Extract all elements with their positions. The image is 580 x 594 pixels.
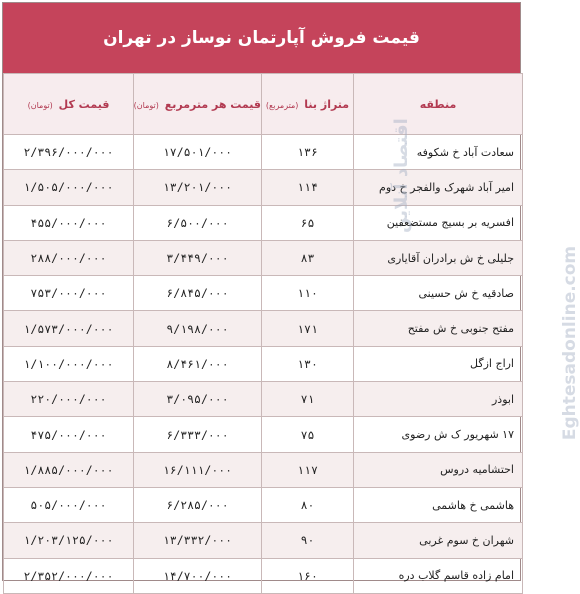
table-row xyxy=(4,417,523,452)
header-unit-price xyxy=(134,74,262,135)
cell-total-price: ۵۰۵/۰۰۰/۰۰۰ xyxy=(4,487,134,522)
cell-total-price: ۱/۵۷۳/۰۰۰/۰۰۰ xyxy=(4,311,134,346)
cell-total-price: ۲۸۸/۰۰۰/۰۰۰ xyxy=(4,240,134,275)
cell-total-price: ۱/۲۰۳/۱۲۵/۰۰۰ xyxy=(4,523,134,558)
cell-area: مفتح جنوبی خ ش مفتح xyxy=(354,311,523,346)
cell-size: ۱۳۰ xyxy=(262,346,354,381)
header-size xyxy=(262,74,354,135)
watermark-en: Eghtesadonline.com xyxy=(560,245,580,441)
table-row xyxy=(4,135,523,170)
cell-size: ۸۳ xyxy=(262,240,354,275)
cell-total-price: ۴۵۵/۰۰۰/۰۰۰ xyxy=(4,205,134,240)
table-row xyxy=(4,170,523,205)
cell-size: ۱۱۴ xyxy=(262,170,354,205)
cell-total-price: ۴۷۵/۰۰۰/۰۰۰ xyxy=(4,417,134,452)
cell-unit-price: ۳/۴۴۹/۰۰۰ xyxy=(134,240,262,275)
cell-total-price: ۱/۱۰۰/۰۰۰/۰۰۰ xyxy=(4,346,134,381)
table-row xyxy=(4,523,523,558)
table-row xyxy=(4,346,523,381)
cell-unit-price: ۱۷/۵۰۱/۰۰۰ xyxy=(134,135,262,170)
cell-total-price: ۱/۸۸۵/۰۰۰/۰۰۰ xyxy=(4,452,134,487)
cell-unit-price: ۶/۳۳۳/۰۰۰ xyxy=(134,417,262,452)
cell-size: ۱۶۰ xyxy=(262,558,354,593)
cell-size: ۸۰ xyxy=(262,487,354,522)
header-total-price xyxy=(4,74,134,135)
table-row xyxy=(4,240,523,275)
cell-area: احتشامیه دروس xyxy=(354,452,523,487)
price-table xyxy=(3,73,523,594)
cell-area: امام زاده قاسم گلاب دره xyxy=(354,558,523,593)
header-size-label: متراژ بنا xyxy=(304,97,350,111)
cell-size: ۹۰ xyxy=(262,523,354,558)
table-row xyxy=(4,276,523,311)
header-total-price-unit: (تومان) xyxy=(27,100,53,110)
cell-area: ابوذر xyxy=(354,382,523,417)
header-unit-price-label: قیمت هر مترمربع xyxy=(164,97,261,111)
cell-unit-price: ۶/۸۴۵/۰۰۰ xyxy=(134,276,262,311)
table-row xyxy=(4,452,523,487)
cell-unit-price: ۱۶/۱۱۱/۰۰۰ xyxy=(134,452,262,487)
table-title: قیمت فروش آپارتمان نوساز در تهران xyxy=(103,28,420,48)
table-row xyxy=(4,205,523,240)
cell-area: ۱۷ شهریور ک ش رضوی xyxy=(354,417,523,452)
cell-size: ۱۱۰ xyxy=(262,276,354,311)
table-body xyxy=(4,135,523,594)
cell-area: جلیلی خ ش برادران آقایاری xyxy=(354,240,523,275)
cell-unit-price: ۹/۱۹۸/۰۰۰ xyxy=(134,311,262,346)
table-row xyxy=(4,487,523,522)
cell-size: ۱۳۶ xyxy=(262,135,354,170)
cell-unit-price: ۱۳/۳۳۲/۰۰۰ xyxy=(134,523,262,558)
table-row xyxy=(4,382,523,417)
table-row xyxy=(4,311,523,346)
cell-area: صادقیه خ ش حسینی xyxy=(354,276,523,311)
header-area-label: منطقه xyxy=(419,97,457,111)
table-title-bar xyxy=(3,3,520,73)
cell-area: شهران خ سوم غربی xyxy=(354,523,523,558)
cell-total-price: ۲/۳۹۶/۰۰۰/۰۰۰ xyxy=(4,135,134,170)
watermark-fa: اقتصاد آنلاین xyxy=(391,118,412,233)
cell-unit-price: ۳/۰۹۵/۰۰۰ xyxy=(134,382,262,417)
cell-area: سعادت آباد خ شکوفه xyxy=(354,135,523,170)
table-row xyxy=(4,558,523,593)
cell-unit-price: ۱۴/۷۰۰/۰۰۰ xyxy=(134,558,262,593)
cell-unit-price: ۶/۲۸۵/۰۰۰ xyxy=(134,487,262,522)
cell-size: ۶۵ xyxy=(262,205,354,240)
cell-size: ۱۷۱ xyxy=(262,311,354,346)
header-area xyxy=(354,74,523,135)
cell-total-price: ۲۲۰/۰۰۰/۰۰۰ xyxy=(4,382,134,417)
cell-unit-price: ۶/۵۰۰/۰۰۰ xyxy=(134,205,262,240)
header-total-price-label: قیمت کل xyxy=(58,97,110,111)
cell-unit-price: ۸/۴۶۱/۰۰۰ xyxy=(134,346,262,381)
cell-total-price: ۲/۳۵۲/۰۰۰/۰۰۰ xyxy=(4,558,134,593)
cell-area: هاشمی خ هاشمی xyxy=(354,487,523,522)
header-size-unit: (مترمربع) xyxy=(265,100,299,110)
cell-total-price: ۱/۵۰۵/۰۰۰/۰۰۰ xyxy=(4,170,134,205)
cell-size: ۷۵ xyxy=(262,417,354,452)
cell-area: افسریه بر بسیج مستضعفین xyxy=(354,205,523,240)
cell-size: ۱۱۷ xyxy=(262,452,354,487)
cell-area: اراج ازگل xyxy=(354,346,523,381)
price-table-card xyxy=(2,2,580,583)
header-unit-price-unit: (تومان) xyxy=(133,100,159,110)
cell-unit-price: ۱۳/۲۰۱/۰۰۰ xyxy=(134,170,262,205)
cell-total-price: ۷۵۳/۰۰۰/۰۰۰ xyxy=(4,276,134,311)
cell-area: امیر آباد شهرک والفجر خ دوم xyxy=(354,170,523,205)
cell-size: ۷۱ xyxy=(262,382,354,417)
table-header-row xyxy=(4,74,523,135)
